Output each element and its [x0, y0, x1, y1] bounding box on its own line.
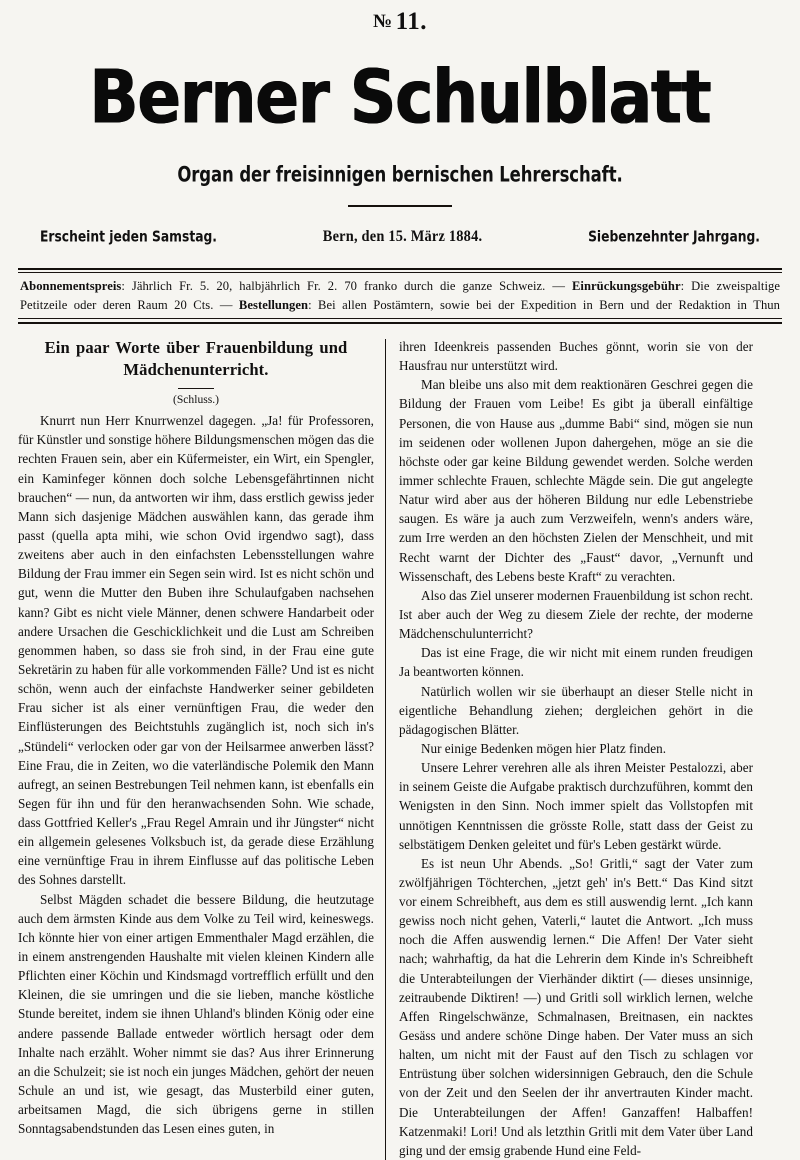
subscription-band — [18, 268, 782, 324]
masthead-subtitle: Organ der freisinnigen bernischen Lehrerschaft. — [177, 161, 623, 187]
petit-line-text: Petitzeile oder deren Raum 20 Cts. — — [20, 298, 239, 313]
headline-rule — [178, 388, 214, 389]
publication-volume: Siebenzehnter Jahrgang. — [588, 227, 760, 246]
article-paragraph: Das ist eine Frage, die wir nicht mit einem runden freudigen Ja beantworten können. — [399, 645, 753, 680]
article-subtitle: (Schluss.) — [172, 393, 220, 407]
article-paragraph: Man bleibe uns also mit dem reaktionären Geschrei gegen die Bildung der Frauen vom Leibe! Es gibt ja überall einfältige Personen, die von Hause aus „dumme Babi“ sind, mögen sie nun im seidenen oder wollenen Jupon dahergehen, möge an sie die höchste oder gar keine Bildung gewendet werden. Solche werden immer schlechte Frauen, schlechte Mägde sein. Die gut angelegte Natur wird aber aus der höheren Bildung nur edle Lebenstriebe saugen. Es wäre ja auch zum Verzweifeln, wenn's anders wäre, zum Irre werden an den höchsten Zielen der Menschheit, und mit Recht warnt der Dichter des „Faust“ davor, „Vernunft und Wissenschaft, des Lebens beste Kraft“ zu verachten. — [399, 377, 753, 584]
subscription-line-2 — [20, 296, 780, 315]
subscription-line-1 — [20, 277, 780, 296]
headline-divider — [18, 388, 374, 389]
article-paragraph: Also das Ziel unserer modernen Frauenbildung ist schon recht. Ist aber auch der Weg zu diesem Ziele der rechte, der moderne Mädchenschulunterricht? — [399, 587, 753, 642]
issue-number — [18, 0, 782, 36]
insertion-fee-text: : Die zweispaltige — [680, 279, 780, 294]
publication-frequency: Erscheint jeden Samstag. — [40, 227, 217, 246]
article-paragraph: Unsere Lehrer verehren alle als ihren Meister Pestalozzi, aber in seinem Geiste die Aufgabe praktisch durchzuführen, kommt den Wenigsten in den Sinn. Noch immer spielt das Vollstopfen mit unnötigen Kenntnissen die grösste Rolle, statt dass der Geist zu selbstätigem Denken geleitet und für's Leben gestärkt würde. — [399, 760, 753, 852]
subscription-price-text: : Jährlich Fr. 5. 20, halbjährlich Fr. 2. 70 franko durch die ganze Schweiz. — — [121, 279, 572, 294]
article-headline: Ein paar Worte über Frauenbildung und Mädchenunterricht. — [44, 337, 348, 379]
masthead-divider — [18, 205, 782, 207]
article-column-right — [386, 337, 753, 1160]
subscription-price-label: Abonnementspreis — [20, 279, 122, 294]
article-columns — [18, 337, 782, 1160]
article-paragraph: Knurrt nun Herr Knurrwenzel dagegen. „Ja! für Professoren, für Künstler und sonstige höhere Bildungsmenschen mögen das die rechten Frauen sein, aber ein Küfermeister, ein Wirt, ein Spengler, ein Kaminfeger können doch solche Lebensgefährtinnen nicht brauchen“ — nun, da antworten wir ihm, dass erstlich gewiss jeder Mann sich dasjenige Mädchen auswählen kann, das gerade ihm passt (quella apta mihi, wie schon Ovid irgendwo sagt), dass zweitens aber auch in den einfachsten Lebensstellungen wahre Bildung der Frau immer ein Segen sein wird. Ist es nicht schön und gut, wenn die Mutter den Buben ihre Schulaufgaben nachsehen kann? Gibt es nicht viele Männer, denen schwere Handarbeit oder andere Ursachen die Geschicklichkeit und die Lust am Schreiben genommen haben, so dass sie froh sind, in der Frau eine gute Sekretärin zu haben für alle vorkommenden Fälle? Und ist es nicht schön, wenn auch der einfachste Handwerker seiner gebildeten Frau sicher ist als einer vernünftigen Frau, die weder den Einflüsterungen des Beichtstuhls zugänglich ist, noch sich in's „Stündeli“ verlocken oder gar von der Heilsarmee anwerben lässt? Eine Frau, die in Zeiten, wo die vaterländische Polemik den Mann aufregt, an seinen Bestrebungen Teil nehmen kann, ist ebenfalls ein Segen für ihn und für den heranwachsenden Sohn. Wie schade, dass Gottfried Keller's „Frau Regel Amrain und ihr Jüngster“ nicht ein allgemein gelesenes Volksbuch ist, da gerade diese Erzählung eine vernünftige Frau in ihrem Einflusse auf das politische Leben des Sohnes darstellt. — [18, 413, 374, 888]
orders-text: : Bei allen Postämtern, sowie bei der Expedition in Bern und der Redaktion in Thun — [308, 298, 780, 313]
orders-label: Bestellungen — [238, 298, 309, 313]
publication-date: Bern, den 15. März 1884. — [322, 227, 483, 246]
numero-sign-icon: № — [373, 11, 393, 32]
issue-number-value: 11. — [395, 8, 427, 35]
article-paragraph: Selbst Mägden schadet die bessere Bildung, die heutzutage auch dem ärmsten Kinde aus dem Volke zu Teil wird, keineswegs. Ich könnte hier von einer artigen Emmenthaler Magd erzählen, die in einem anstrengenden Haushalte mit vielen kleinen Kindern alle Pflichten einer Köchin und Kindsmagd vortrefflich erfüllt und den Kleinen, die sie umringen und die sie lieben, manche köstliche Stunde bereitet, indem sie ihnen Uhland's blinden König oder eine andere passende Ballade entweder wörtlich hersagt oder dem Inhalte nach erzählt. Woher nimmt sie das? Aus ihrer Erinnerung an die Schulzeit; sie ist noch ein junges Mädchen, gehört der neuen Schule an und ist, wie gesagt, das Musterbild einer guten, arbeitsamen Magd, die sich übrigens gerne in stillen Sonntagsabendstunden das Lesen eines guten, in — [18, 891, 374, 1137]
article-column-left — [18, 337, 385, 1160]
page-title: Berner Schulblatt — [89, 53, 711, 140]
article-paragraph: Es ist neun Uhr Abends. „So! Gritli,“ sagt der Vater zum zwölfjährigen Töchterchen, „jetzt geh' in's Bett.“ Das Kind sitzt vor einem Schreibheft, aus dem es still auswendig lernt. „Ich kann gewiss noch nicht gehen, Vaterli,“ lautet die Antwort. „Ich muss noch die Affen auswendig lernen.“ Die Affen! Der Vater sieht nach; wahrhaftig, da hat die Lehrerin dem Kinde in's Schreibheft die Unterabteilungen der Vierhänder diktirt (— dieses unsinnige, zeitraubende Diktiren! —) und Gritli soll wirklich lernen, welche Affen Ringelschwänze, Schmalnasen, Breitnasen, ein nacktes Gesäss und andere schöne Dinge haben. Der Vater muss an sich halten, um nicht mit der Faust auf den Tisch zu schlagen vor Entrüstung über solchen widersinnigen Gebrauch, den die Schule von der Zeit und den Seelen der ihr anvertrauten Kinder macht. Die Unterabteilungen der Affen! Ganzaffen! Halbaffen! Katzenmaki! Lori! Und als letzthin Gritli mit dem Vater über Land ging und der emsig grabende Hund eine Feld- — [399, 855, 753, 1158]
publication-info-row — [18, 227, 782, 248]
article-paragraph: ihren Ideenkreis passenden Buches gönnt, worin sie von der Hausfrau nur unterstützt wird. — [399, 338, 753, 374]
article-paragraph: Nur einige Bedenken mögen hier Platz finden. — [421, 740, 667, 756]
insertion-fee-label: Einrückungsgebühr — [571, 279, 681, 294]
article-paragraph: Natürlich wollen wir sie überhaupt an dieser Stelle nicht in eigentliche Behandlung ziehen; dergleichen gehört in die pädagogischen Blätter. — [399, 683, 753, 737]
masthead-rule — [348, 205, 452, 207]
